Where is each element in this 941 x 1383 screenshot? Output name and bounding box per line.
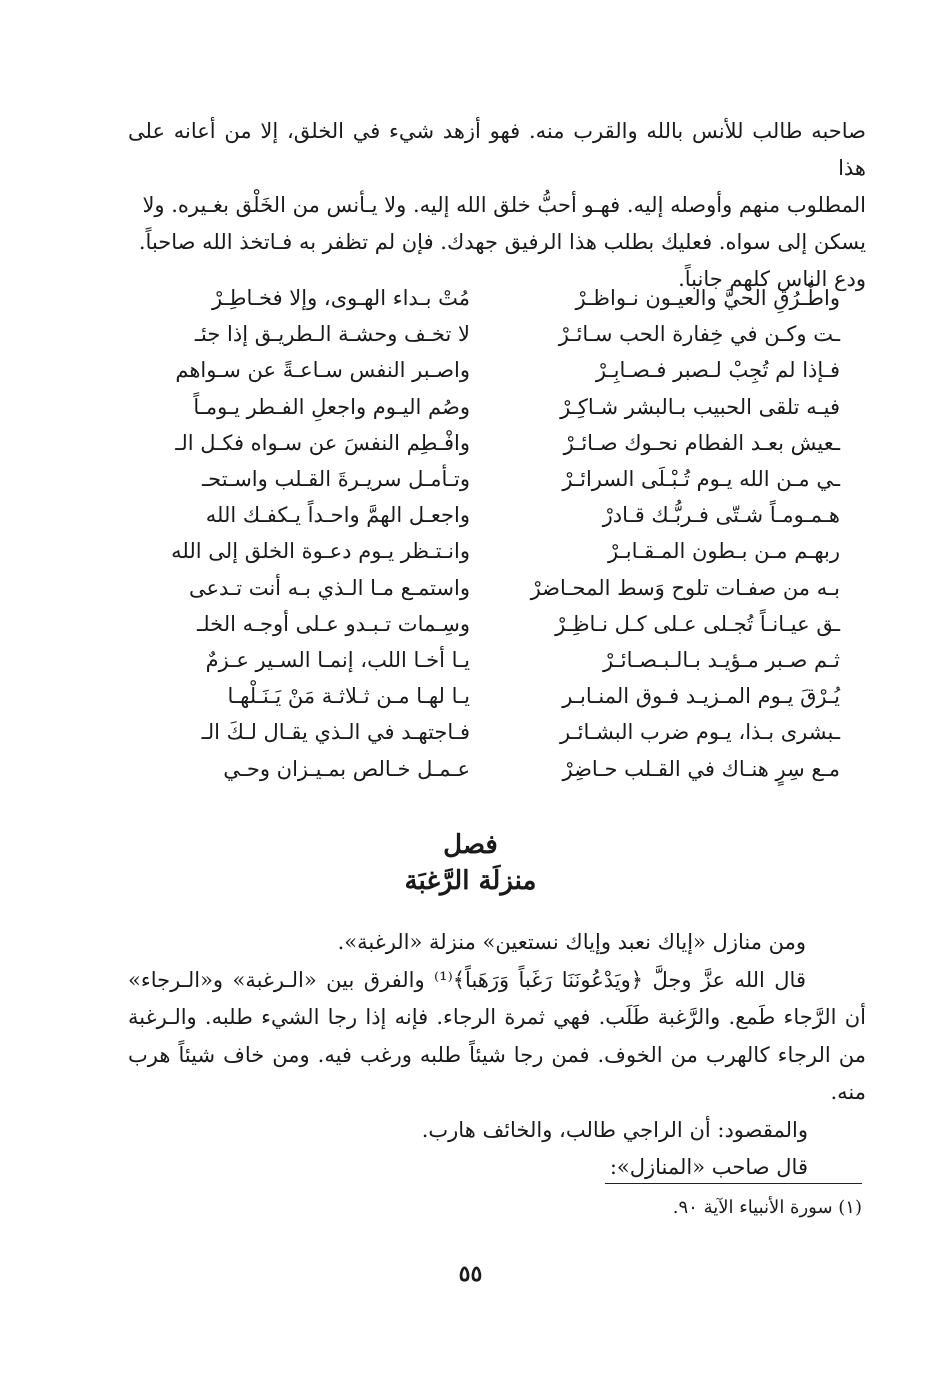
intro-paragraph [128, 113, 866, 298]
intro-line: المطلوب منهم وأوصله إليه. فهـو أحبُّ خلق الله إليه. ولا يـأنس من الخَلْق بغـيره. ولا [142, 193, 866, 217]
verse-second-hemistich: بـه من صفـات تلوح وَسط المحـاضرْ [530, 575, 840, 600]
intro-line: ودع الناس كلهم جانباً. [678, 267, 866, 291]
section-body [128, 924, 866, 1187]
verse-second-hemistich: ـعيش بعـد الفطام نحـوك صـائـرْ [563, 430, 840, 455]
verse-first-hemistich: واصـبر النفس سـاعـةً عن سـواهم [175, 358, 470, 383]
verse-first-hemistich: وصُم اليـوم واجعلِ الفـطر يـومـاً [193, 394, 470, 419]
verse-second-hemistich: هـمـومـاً شـتّى فـربُّـك قـادرْ [602, 503, 840, 528]
verse-first-hemistich: يـا أخـا اللب، إنمـا السـير عـزمٌ [205, 647, 470, 672]
intro-line: يسكن إلى سواه. فعليك بطلب هذا الرفيق جهدك. فإن لم تظفر به فـاتخذ الله صاحباً. [138, 230, 866, 254]
verse-first-hemistich: واستمـع مـا الـذي بـه أنت تـدعى [188, 575, 470, 600]
poem-verse [150, 642, 840, 678]
section-title: منزلَة الرَّغبَة [404, 866, 537, 896]
poem-verse [150, 352, 840, 388]
verse-first-hemistich: وتـأمـل سريـرةَ القـلب واسـتحـ [202, 467, 470, 492]
verse-second-hemistich: ـي مـن الله يـوم تُـبْـلَى السرائـرْ [562, 467, 840, 492]
verse-second-hemistich: ـبشرى بـذا، يـوم ضرب البشـائـر [559, 720, 840, 745]
verse-first-hemistich: وانـتـظر يـوم دعـوة الخلق إلى الله [171, 539, 470, 564]
poem-verse [150, 316, 840, 352]
verse-first-hemistich: لا تخـف وحشـة الـطريـق إذا جئـ [194, 322, 470, 347]
poem-verse [150, 533, 840, 569]
poem [150, 280, 840, 787]
verse-first-hemistich: واجعـل الهمَّ واحـداً يـكفـك الله [205, 503, 470, 528]
poem-verse [150, 425, 840, 461]
verse-second-hemistich: فيـه تلقى الحبيب بـالبشر شـاكِـرْ [560, 394, 840, 419]
verse-second-hemistich: يُـرْقَ يـوم المـزيـد فـوق المنـابـر [562, 684, 840, 709]
poem-verse [150, 678, 840, 714]
verse-first-hemistich: وافْـطِم النفسَ عن سـواه فكـل الـ [175, 430, 470, 455]
poem-verse [150, 714, 840, 750]
footnote: (١) سورة الأنبياء الآية ٩٠. [672, 1197, 862, 1218]
verse-second-hemistich: مـع سِرٍ هنـاك في القـلب حـاضِرْ [562, 756, 840, 781]
intro-line: صاحبه طالب للأنس بالله والقرب منه. فهو أزهد شيء في الخلق، إلا من أعانه على هذا [128, 119, 867, 180]
poem-verse [150, 606, 840, 642]
verse-first-hemistich: وسِـمات تـبـدو عـلى أوجـه الخلـ [197, 611, 470, 636]
body-line: والمقصود: أن الراجي طالب، والخائف هارب. [421, 1117, 808, 1142]
verse-second-hemistich: ربهـم مـن بـطون المـقـابـرْ [608, 539, 840, 564]
footnote-divider [605, 1183, 862, 1184]
section-label: فصل [443, 830, 498, 860]
verse-first-hemistich: فـاجتهـد في الـذي يقـال لـكَ الـ [201, 720, 470, 745]
verse-first-hemistich: مُتْ بـداء الهـوى، وإلا فخـاطِـرْ [212, 286, 470, 311]
poem-verse [150, 570, 840, 606]
poem-verse [150, 497, 840, 533]
page-number: ٥٥ [458, 1261, 483, 1287]
body-line: ومن منازل «إياك نعبد وإياك نستعين» منزلة «الرغبة». [337, 930, 806, 954]
verse-second-hemistich: ثـم صـبر مـؤيـد بـالـبـصـائـرْ [603, 647, 840, 672]
poem-verse [150, 389, 840, 425]
verse-second-hemistich: ـت وكـن في خِفارة الحب سـائـرْ [558, 322, 840, 347]
poem-verse [150, 461, 840, 497]
verse-first-hemistich: يـا لهـا مـن ثـلاثـة مَنْ يَـنَـلْهـا [227, 684, 470, 709]
verse-first-hemistich: عـمـل خـالص بمـيـزان وحـي [223, 756, 470, 781]
verse-second-hemistich: فـإذا لم تُجِبْ لـصبر فـصـابِـرْ [595, 358, 840, 383]
poem-verse [150, 280, 840, 316]
verse-second-hemistich: واطْـرُقِ الحيَّ والعيـون نـواظـرْ [575, 286, 840, 311]
verse-second-hemistich: ـق عيـانـاً تُجـلى عـلى كـل نـاظِـرْ [555, 611, 840, 636]
poem-verse [150, 750, 840, 786]
body-paragraph: قال الله عزَّ وجلَّ ﴿ويَدْعُونَنَا رَغَباً وَرَهَباً﴾⁽¹⁾ والفرق بين «الـرغبة» و«الـرجاء» أن الرَّجاء طَمع. والرَّغبة طَلَب. فهي ثمرة الرجاء. فإنه إذا رجا الشيء طلبه. والـرغبة من الرجاء كالهرب من الخوف. فمن رجا شيئاً طلبه ورغب فيه. ومن خاف شيئاً هرب منه. [128, 967, 866, 1104]
body-line: قال صاحب «المنازل»: [609, 1155, 808, 1179]
